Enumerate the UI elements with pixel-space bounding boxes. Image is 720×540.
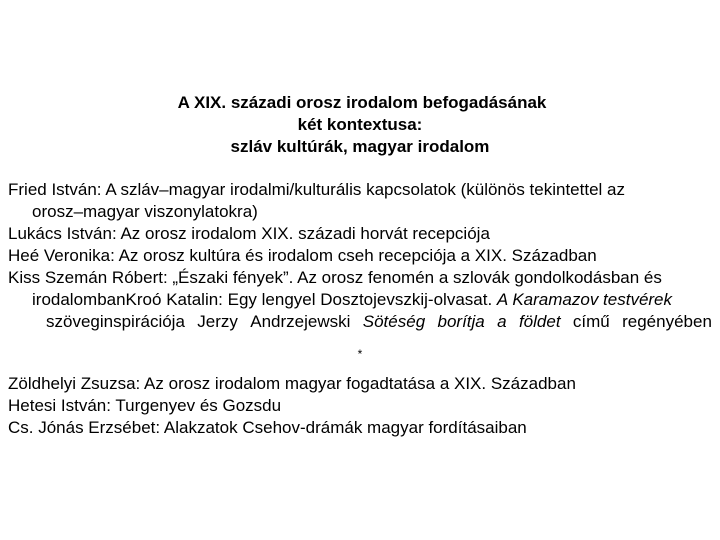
kroo-word-5: borítja bbox=[437, 312, 485, 331]
kroo-word-6: a bbox=[497, 312, 507, 331]
title-line-3: szláv kultúrák, magyar irodalom bbox=[230, 137, 490, 156]
entry-fried-line-1: Fried István: A szláv–magyar irodalmi/kulturális kapcsolatok (különös tekintettel az bbox=[8, 180, 625, 199]
contents-list-top bbox=[8, 179, 712, 333]
entry-fried-line-2: orosz–magyar viszonylatokra) bbox=[32, 202, 258, 221]
kroo-word-4: Sötéség bbox=[362, 312, 426, 331]
entry-hetesi: Hetesi István: Turgenyev és Gozsdu bbox=[8, 396, 282, 415]
kroo-word-1: szöveginspirációja bbox=[46, 312, 185, 331]
entry-kroo-book-title: A Karamazov testvérek bbox=[496, 290, 673, 309]
title-line-1: A XIX. századi orosz irodalom befogadásának bbox=[177, 93, 547, 112]
entry-jonas: Cs. Jónás Erzsébet: Alakzatok Csehov-drámák magyar fordításaiban bbox=[8, 418, 527, 437]
kroo-word-7: földet bbox=[518, 312, 561, 331]
entry-kiss-kroo-line-2 bbox=[8, 289, 712, 311]
title-line-2: két kontextusa: bbox=[297, 115, 423, 134]
kroo-word-8: című bbox=[572, 312, 610, 331]
section-separator: * bbox=[357, 347, 363, 361]
document-title bbox=[0, 92, 720, 158]
entry-kiss-line-1: Kiss Szemán Róbert: „Északi fények”. Az orosz fenomén a szlovák gondolkodásban és bbox=[8, 268, 662, 287]
entry-kiss-kroo-text: irodalombanKroó Katalin: Egy lengyel Dosztojevszkij-olvasat. bbox=[32, 290, 497, 309]
entry-zoldhelyi: Zöldhelyi Zsuzsa: Az orosz irodalom magyar fogadtatása a XIX. Században bbox=[8, 374, 576, 393]
kroo-word-2: Jerzy bbox=[197, 312, 238, 331]
kroo-word-9: regényében bbox=[622, 312, 712, 331]
kroo-word-3: Andrzejewski bbox=[250, 312, 351, 331]
entry-lukacs: Lukács István: Az orosz irodalom XIX. századi horvát recepciója bbox=[8, 224, 490, 243]
entry-kroo-line-3 bbox=[8, 311, 712, 333]
contents-list-bottom bbox=[8, 373, 712, 439]
entry-hee: Heé Veronika: Az orosz kultúra és irodalom cseh recepciója a XIX. Században bbox=[8, 246, 597, 265]
